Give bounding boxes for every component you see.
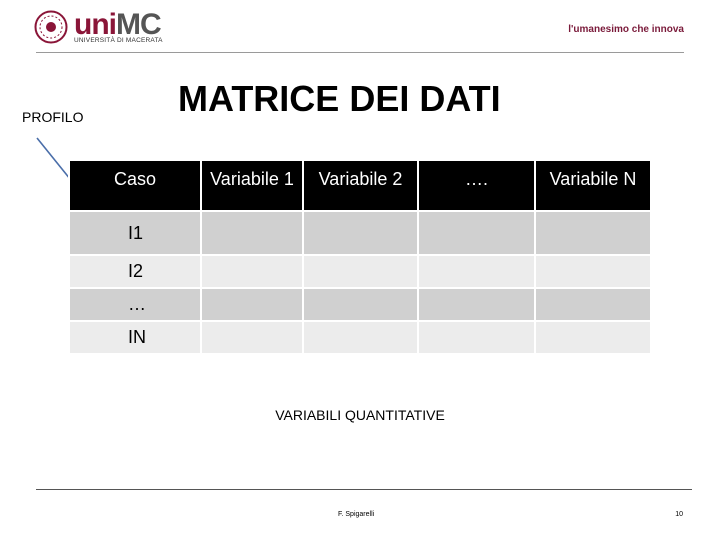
table-cell — [303, 211, 418, 255]
column-header-case: Caso — [69, 160, 201, 211]
table-cell — [303, 255, 418, 288]
column-header: Variabile 2 — [303, 160, 418, 211]
table-cell — [418, 211, 535, 255]
table-cell — [303, 321, 418, 354]
logo-subtitle: UNIVERSITÀ DI MACERATA — [74, 37, 163, 44]
table-cell — [418, 288, 535, 321]
table-cell — [535, 321, 651, 354]
table-cell — [303, 288, 418, 321]
table-cell — [418, 255, 535, 288]
column-header: Variabile N — [535, 160, 651, 211]
column-header: Variabile 1 — [201, 160, 303, 211]
table-cell — [201, 321, 303, 354]
table-header-row — [69, 160, 651, 211]
slide-title: MATRICE DEI DATI — [178, 78, 501, 119]
row-case-label: I2 — [69, 255, 201, 288]
table-cell — [418, 321, 535, 354]
profile-label: PROFILO — [22, 109, 84, 125]
row-case-label: IN — [69, 321, 201, 354]
table-cell — [201, 288, 303, 321]
variables-caption: VARIABILI QUANTITATIVE — [275, 407, 445, 423]
table-row — [69, 321, 651, 354]
tagline: l'umanesimo che innova — [568, 24, 684, 35]
row-case-label: I1 — [69, 211, 201, 255]
row-case-label: … — [69, 288, 201, 321]
footer-divider — [36, 489, 692, 490]
table-cell — [201, 255, 303, 288]
table-row — [69, 211, 651, 255]
table-cell — [201, 211, 303, 255]
data-matrix-table — [68, 159, 652, 355]
table-cell — [535, 288, 651, 321]
table-row — [69, 288, 651, 321]
table-row — [69, 255, 651, 288]
table-cell — [535, 211, 651, 255]
page-number: 10 — [675, 511, 683, 518]
table-cell — [535, 255, 651, 288]
logo-wordmark: uniMC — [74, 8, 161, 41]
column-header: …. — [418, 160, 535, 211]
author-name: F. Spigarelli — [338, 511, 375, 518]
